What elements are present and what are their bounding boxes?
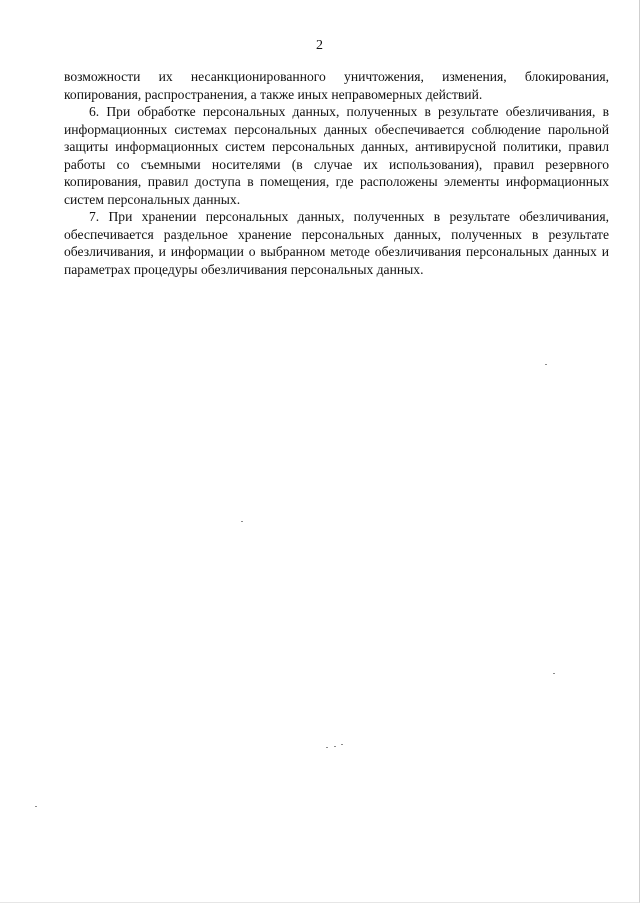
scan-speck — [553, 673, 555, 674]
scan-speck — [341, 744, 343, 745]
scan-speck — [35, 806, 37, 807]
paragraph-item-7: 7. При хранении персональных данных, полученных в результате обезличивания, обеспечивается раздельное хранение персональных данных, полученных в результате обезличивания, и информации о выбранном методе обезличивания персональных данных и параметрах процедуры обезличивания персональных данных. — [64, 209, 609, 277]
scan-speck — [241, 521, 243, 522]
scan-speck — [326, 747, 328, 748]
scan-speck — [545, 364, 547, 365]
paragraph-item-6: 6. При обработке персональных данных, полученных в результате обезличивания, в информационных системах персональных данных обеспечивается соблюдение парольной защиты информационных систем персональных данных, антивирусной политики, правил работы со съемными носителями (в случае их использования), правил резервного копирования, правил доступа в помещения, где расположены элементы информационных систем персональных данных. — [64, 104, 609, 207]
document-body — [64, 68, 609, 278]
scan-speck — [334, 746, 336, 747]
paragraph-continuation: возможности их несанкционированного уничтожения, изменения, блокирования, копирования, распространения, а также иных неправомерных действий. — [64, 69, 609, 102]
page-number: 2 — [316, 38, 323, 53]
